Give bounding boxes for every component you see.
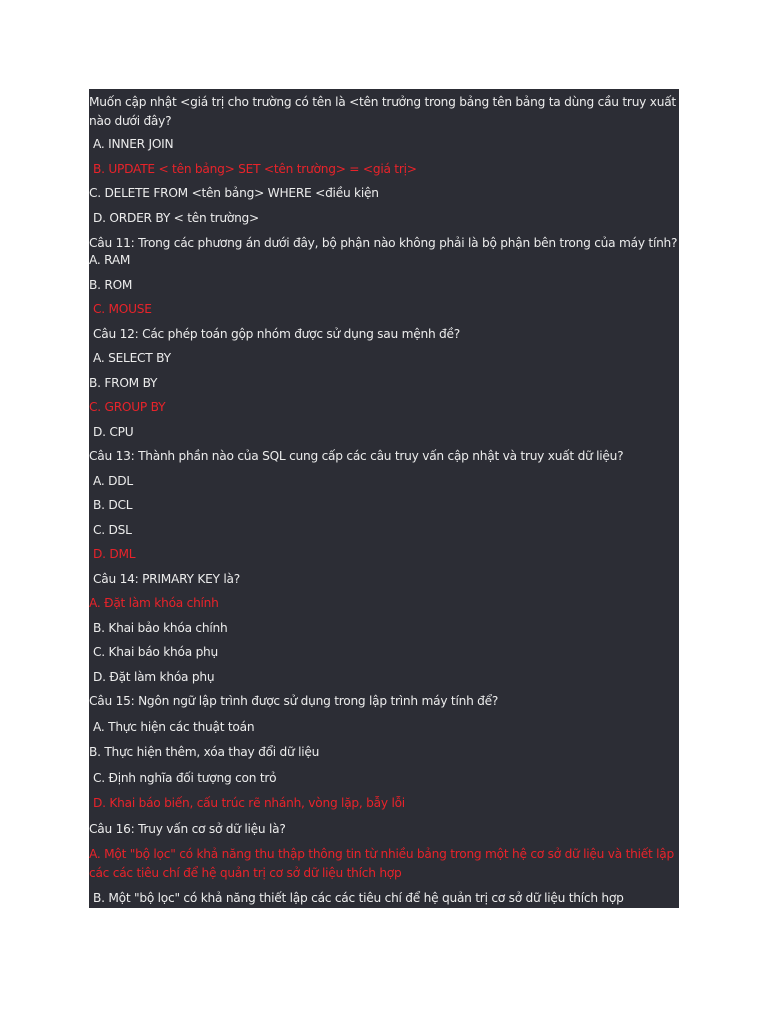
option-a: A. Thực hiện các thuật toán — [93, 720, 255, 734]
option-a: A. SELECT BY — [93, 351, 171, 365]
question-15-text: Câu 15: Ngôn ngữ lập trình được sử dụng trong lập trình máy tính để? — [89, 694, 499, 708]
option-a: A. INNER JOIN — [93, 137, 174, 151]
option-c: C. DSL — [93, 523, 132, 537]
option-d-answer: D. DML — [93, 547, 136, 561]
question-14-text: Câu 14: PRIMARY KEY là? — [93, 572, 240, 586]
option-b: B. Khai bảo khóa chính — [93, 621, 228, 635]
option-b-answer: B. UPDATE < tên bảng> SET <tên trường> = <giá trị> — [93, 162, 417, 176]
option-c-answer: C. GROUP BY — [89, 400, 166, 414]
option-b: B. DCL — [93, 498, 133, 512]
question-11-text: Câu 11: Trong các phương án dưới đây, bộ phận nào không phải là bộ phận bên trong của máy tính? — [89, 236, 678, 250]
option-b: B. Một "bộ lọc" có khả năng thiết lập các các tiêu chí để hệ quản trị cơ sở dữ liệu thích hợp — [93, 891, 624, 905]
option-c-answer: C. MOUSE — [93, 302, 152, 316]
option-d-answer: D. Khai báo biến, cấu trúc rẽ nhánh, vòng lặp, bẫy lỗi — [93, 796, 405, 810]
option-b: B. ROM — [89, 278, 133, 292]
question-10-text: Muốn cập nhật <giá trị cho trường có tên là <tên trưởng trong bảng tên bảng ta dùng cầu truy xuất nào dưới đây? — [89, 95, 676, 128]
option-a: A. DDL — [93, 474, 133, 488]
option-d: D. ORDER BY < tên trường> — [93, 211, 259, 225]
option-a-answer: A. Đặt làm khóa chính — [89, 596, 219, 610]
option-b: B. FROM BY — [89, 376, 158, 390]
option-a: A. RAM — [89, 253, 131, 267]
option-d: D. Đặt làm khóa phụ — [93, 670, 215, 684]
question-16-text: Câu 16: Truy vấn cơ sở dữ liệu là? — [89, 822, 286, 836]
question-12-text: Câu 12: Các phép toán gộp nhóm được sử dụng sau mệnh đề? — [93, 327, 460, 341]
option-c: C. DELETE FROM <tên bảng> WHERE <điều kiện — [89, 186, 379, 200]
quiz-panel — [89, 89, 679, 908]
question-13-text: Câu 13: Thành phần nào của SQL cung cấp các câu truy vấn cập nhật và truy xuất dữ liệu? — [89, 449, 624, 463]
option-c: C. Định nghĩa đối tượng con trỏ — [93, 771, 277, 785]
option-c: C. Khai báo khóa phụ — [93, 645, 219, 659]
option-b: B. Thực hiện thêm, xóa thay đổi dữ liệu — [89, 745, 320, 759]
option-d: D. CPU — [93, 425, 134, 439]
option-a-answer: A. Một "bộ lọc" có khả năng thu thập thông tin từ nhiều bảng trong một hệ cơ sở dữ liệu và thiết lập các các tiêu chí để hệ quản trị cơ sở dữ liệu thích hợp — [89, 847, 674, 880]
